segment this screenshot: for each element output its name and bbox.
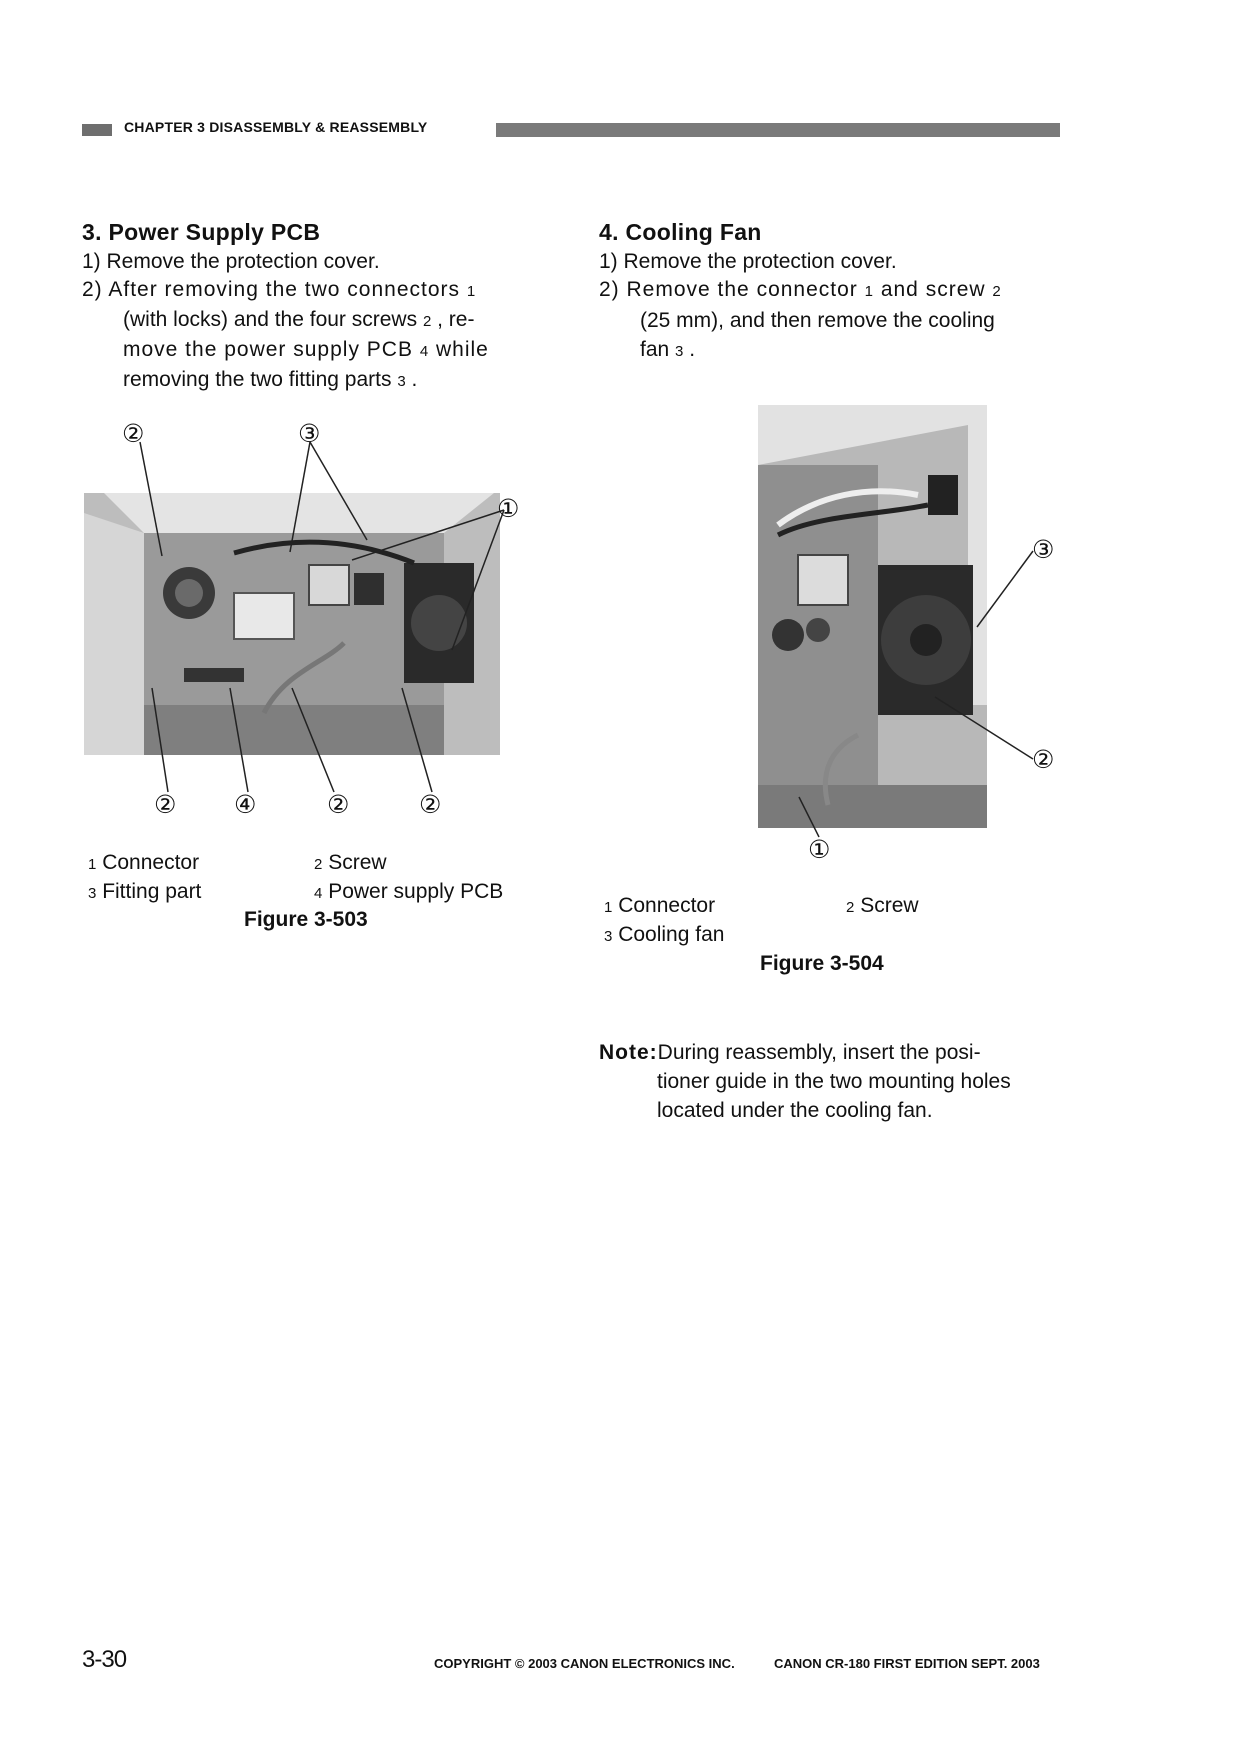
step-2-line-3: fan 3 .: [640, 338, 696, 361]
power-supply-section: [82, 218, 532, 396]
cooling-fan-section: [599, 218, 1069, 366]
section-title: 3. Power Supply PCB: [82, 219, 321, 245]
note-label: Note:: [599, 1041, 658, 1064]
header-rule: [496, 123, 1060, 137]
legend-item: 1 Connector: [604, 894, 716, 917]
callout-1: ①: [808, 835, 831, 864]
callout-leaders: [82, 420, 532, 820]
figure-3-504-legend: [604, 891, 1064, 951]
header-marker: [82, 124, 112, 136]
section-title: 4. Cooling Fan: [599, 219, 762, 245]
legend-item: 4 Power supply PCB: [314, 880, 504, 903]
legend-item: 3 Cooling fan: [604, 923, 725, 946]
step-2: 2) Remove the connector 1 and screw 2: [599, 278, 1002, 301]
legend-item: 2 Screw: [314, 851, 387, 874]
step-2-line-2: (25 mm), and then remove the cooling: [640, 309, 995, 332]
callout-2-top: ②: [122, 419, 145, 448]
callout-3-top: ③: [298, 419, 321, 448]
reassembly-note: [599, 1038, 1059, 1125]
callout-1: ①: [497, 494, 520, 523]
figure-caption: Figure 3-503: [244, 908, 368, 931]
footer-copyright: COPYRIGHT © 2003 CANON ELECTRONICS INC.: [434, 1656, 735, 1671]
step-1: 1) Remove the protection cover.: [599, 250, 897, 273]
step-1: 1) Remove the protection cover.: [82, 250, 380, 273]
legend-item: 1 Connector: [88, 851, 200, 874]
note-line-2: tioner guide in the two mounting holes: [657, 1070, 1011, 1093]
chapter-header: CHAPTER 3 DISASSEMBLY & REASSEMBLY: [124, 119, 428, 135]
step-2-line-3: move the power supply PCB 4 while: [123, 338, 489, 361]
callout-2-bottom-a: ②: [154, 790, 177, 819]
footer-edition: CANON CR-180 FIRST EDITION SEPT. 2003: [774, 1656, 1040, 1671]
callout-2: ②: [1032, 745, 1055, 774]
page-number: 3-30: [82, 1646, 127, 1673]
legend-item: 2 Screw: [846, 894, 919, 917]
figure-3-504: [757, 405, 1067, 865]
callout-3: ③: [1032, 535, 1055, 564]
step-2-line-2: (with locks) and the four screws 2 , re-: [123, 308, 475, 331]
step-2-line-4: removing the two fitting parts 3 .: [123, 368, 418, 391]
figure-3-503: [82, 420, 532, 820]
step-2: 2) After removing the two connectors 1: [82, 278, 477, 301]
callout-4: ④: [234, 790, 257, 819]
legend-item: 3 Fitting part: [88, 880, 202, 903]
note-line-1: Note:During reassembly, insert the posi-: [599, 1041, 981, 1064]
figure-3-503-legend: [88, 848, 538, 908]
callout-2-bottom-c: ②: [419, 790, 442, 819]
figure-caption: Figure 3-504: [760, 952, 884, 975]
callout-leaders: [757, 405, 1067, 865]
callout-2-bottom-b: ②: [327, 790, 350, 819]
note-line-3: located under the cooling fan.: [657, 1099, 933, 1122]
